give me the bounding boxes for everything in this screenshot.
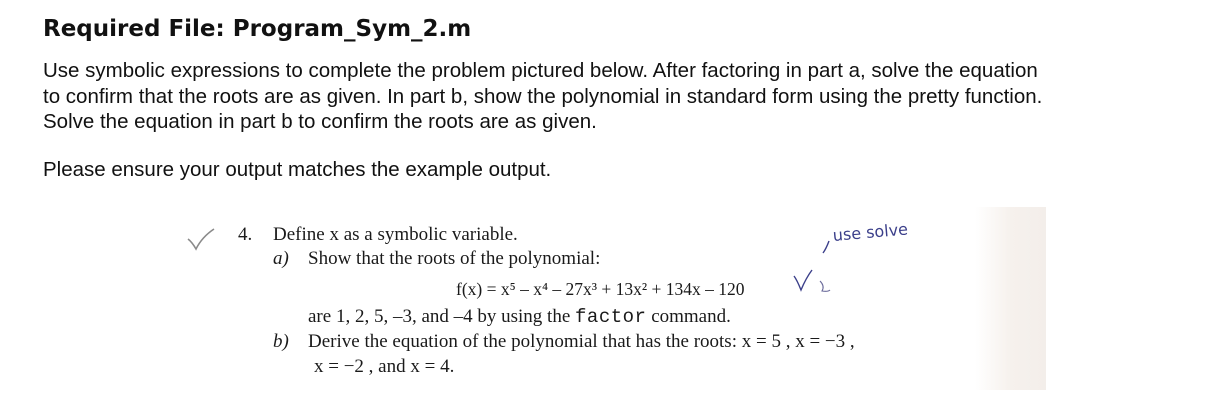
instruction-line: to confirm that the roots are as given. In part b, show the polynomial in standard form using the pretty function. [43,84,1043,108]
part-a-label: a) [273,248,289,269]
check-mark-icon [186,227,216,251]
part-b-line2: x = −2 , and x = 4. [314,356,455,377]
page-title: Required File: Program_Sym_2.m [43,16,472,42]
handwritten-annotation: use solve [832,219,909,245]
factor-code: factor [575,306,647,328]
instruction-line: Use symbolic expressions to complete the problem pictured below. After factoring in part a, solve the equation [43,59,1038,82]
problem-number: 4. [238,224,253,245]
part-a-roots-line [308,306,731,328]
part-b-line1: Derive the equation of the polynomial that has the roots: x = 5 , x = −3 , [308,331,855,352]
output-note: Please ensure your output matches the example output. [43,158,552,181]
command-text: command. [646,306,731,327]
part-a-prompt: Show that the roots of the polynomial: [308,248,601,269]
check-mark-icon [792,268,832,294]
polynomial-equation: f(x) = x⁵ – x⁴ – 27x³ + 13x² + 134x – 120 [456,279,745,299]
part-b-label: b) [273,331,289,352]
instruction-line: Solve the equation in part b to confirm the roots are as given. [43,110,597,133]
scanned-problem-image [160,207,1046,390]
instructions-paragraph [43,58,1193,135]
roots-text: are 1, 2, 5, –3, and –4 by using the [308,306,576,327]
problem-intro: Define x as a symbolic variable. [273,224,518,245]
